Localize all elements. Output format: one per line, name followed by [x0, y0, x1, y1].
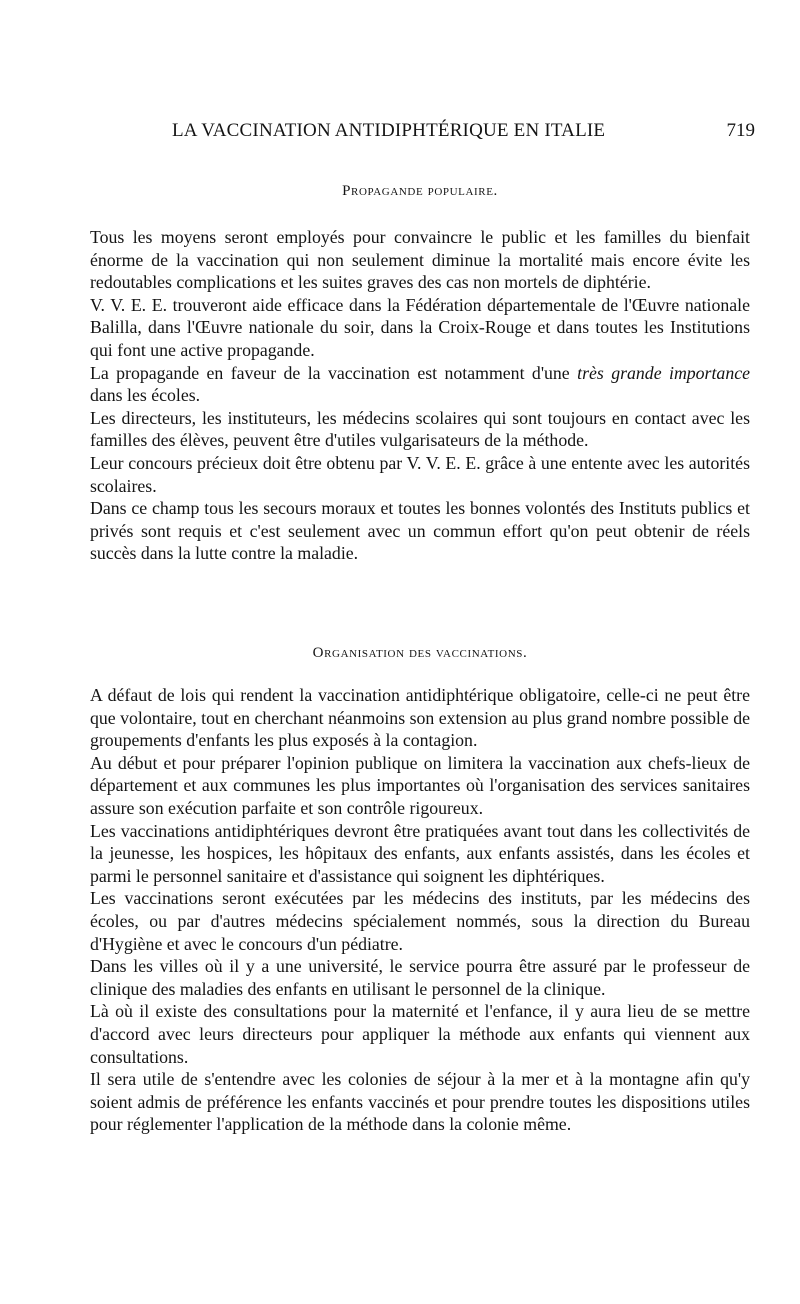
paragraph: [90, 362, 750, 407]
section-heading-organisation: [90, 645, 750, 662]
paragraph-text: La propagande en faveur de la vaccination est notamment d'une: [90, 362, 578, 383]
page-number: 719: [726, 120, 755, 141]
section-propagande-populaire: [90, 226, 750, 565]
paragraph: Les vaccinations antidiphtériques devront être pratiquées avant tout dans les collectivités de la jeunesse, les hospices, les hôpitaux des enfants, aux enfants assistés, dans les écoles et parmi le personnel sanitaire et d'assistance qui soignent les diphtériques.: [90, 820, 750, 886]
paragraph: Dans les villes où il y a une université, le service pourra être assuré par le professeur de clinique des maladies des enfants en utilisant le personnel de la clinique.: [90, 956, 750, 999]
section-organisation-des-vaccinations: [90, 684, 750, 1136]
paragraph-text: dans les écoles.: [90, 385, 201, 406]
paragraph: Les directeurs, les instituteurs, les médecins scolaires qui sont toujours en contact avec les familles des élèves, peuvent être d'utiles vulgarisateurs de la méthode.: [90, 407, 750, 451]
running-title: LA VACCINATION ANTIDIPHTÉRIQUE EN ITALIE: [172, 120, 606, 141]
paragraph: Il sera utile de s'entendre avec les colonies de séjour à la mer et à la montagne afin qu'y soient admis de préférence les enfants vaccinés et pour prendre toutes les dispositions utiles pour réglementer l'application de la méthode dans la colonie même.: [90, 1069, 750, 1135]
paragraph: Leur concours précieux doit être obtenu par V. V. E. E. grâce à une entente avec les autorités scolaires.: [90, 452, 750, 496]
paragraph: Là où il existe des consultations pour la maternité et l'enfance, il y aura lieu de se mettre d'accord avec leurs directeurs pour appliquer la méthode aux enfants qui viennent aux consultations.: [90, 1001, 750, 1067]
section-heading-propagande: [90, 183, 750, 200]
paragraph: Les vaccinations seront exécutées par les médecins des instituts, par les médecins des écoles, ou par d'autres médecins spécialement nommés, sous la direction du Bureau d'Hygiène et avec le concours d'un pédiatre.: [90, 888, 750, 954]
paragraph-emphasis: très grande importance: [577, 362, 750, 383]
section-heading-text: Propagande populaire.: [342, 183, 498, 199]
paragraph: Tous les moyens seront employés pour convaincre le public et les familles du bienfait énorme de la vaccination qui non seulement diminue la mortalité mais encore évite les redoutables complications et les suites graves des cas non mortels de diphtérie.: [90, 227, 750, 293]
paragraph: Au début et pour préparer l'opinion publique on limitera la vaccination aux chefs-lieux de département et aux communes les plus importantes où l'organisation des services sanitaires assure son exécution parfaite et son contrôle rigoureux.: [90, 752, 750, 818]
paragraph: Dans ce champ tous les secours moraux et toutes les bonnes volontés des Instituts publics et privés sont requis et c'est seulement avec un commun effort qu'on peut obtenir de réels succès dans la lutte contre la maladie.: [90, 498, 750, 564]
paragraph: V. V. E. E. trouveront aide efficace dans la Fédération départementale de l'Œuvre nationale Balilla, dans l'Œuvre nationale du soir, dans la Croix-Rouge et dans toutes les Institutions qui font une active propagande.: [90, 294, 750, 360]
paragraph: A défaut de lois qui rendent la vaccination antidiphtérique obligatoire, celle-ci ne peut être que volontaire, tout en cherchant néanmoins son extension au plus grand nombre possible de groupements d'enfants les plus exposés à la contagion.: [90, 685, 750, 751]
running-header: [90, 120, 755, 150]
section-heading-text: Organisation des vaccinations.: [312, 645, 528, 661]
